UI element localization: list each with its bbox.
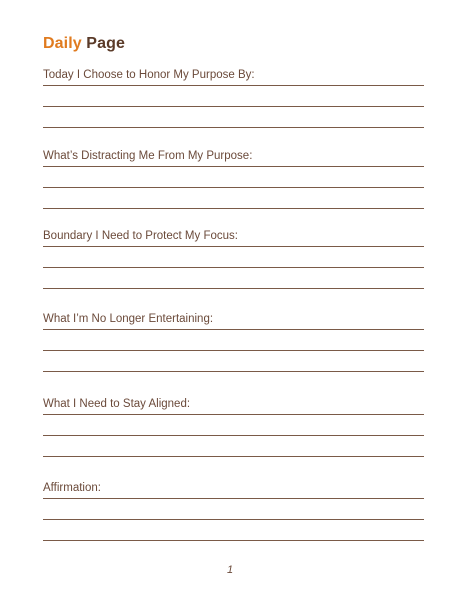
writing-line[interactable]: [43, 127, 424, 128]
writing-line[interactable]: [43, 208, 424, 209]
writing-line[interactable]: [43, 187, 424, 188]
title-page: Page: [86, 35, 125, 52]
writing-line[interactable]: [43, 85, 424, 86]
writing-line[interactable]: [43, 414, 424, 415]
writing-line[interactable]: [43, 435, 424, 436]
prompt-boundary: Boundary I Need to Protect My Focus:: [43, 230, 238, 242]
writing-line[interactable]: [43, 288, 424, 289]
writing-line[interactable]: [43, 371, 424, 372]
prompt-distractions: What’s Distracting Me From My Purpose:: [43, 150, 253, 162]
title-daily: Daily: [43, 35, 82, 52]
writing-line[interactable]: [43, 267, 424, 268]
writing-line[interactable]: [43, 519, 424, 520]
page-title: [43, 34, 125, 54]
writing-line[interactable]: [43, 166, 424, 167]
prompt-stay-aligned: What I Need to Stay Aligned:: [43, 398, 191, 410]
prompt-no-longer-entertaining: What I’m No Longer Entertaining:: [43, 313, 214, 325]
writing-line[interactable]: [43, 246, 424, 247]
writing-line[interactable]: [43, 456, 424, 457]
prompt-affirmation: Affirmation:: [43, 482, 101, 494]
writing-line[interactable]: [43, 106, 424, 107]
writing-line[interactable]: [43, 329, 424, 330]
page-number: 1: [226, 564, 234, 576]
writing-line[interactable]: [43, 498, 424, 499]
prompt-honor-purpose: Today I Choose to Honor My Purpose By:: [43, 69, 255, 81]
writing-line[interactable]: [43, 540, 424, 541]
writing-line[interactable]: [43, 350, 424, 351]
